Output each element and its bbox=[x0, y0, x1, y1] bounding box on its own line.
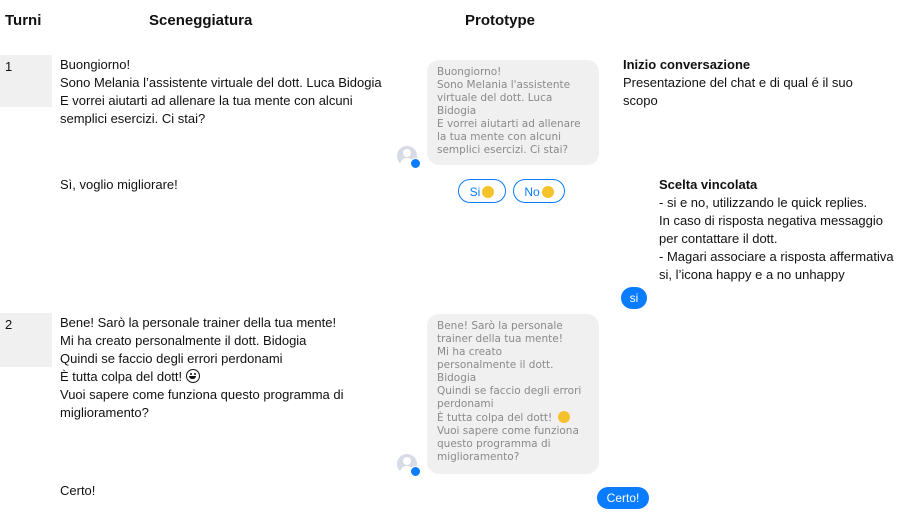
smile-emoji-icon bbox=[558, 411, 570, 423]
bubble-line: miglioramento? bbox=[437, 451, 520, 463]
user-message-bubble-certo: Certo! bbox=[597, 487, 649, 509]
note-line: per contattare il dott. bbox=[659, 231, 778, 246]
note-title: Inizio conversazione bbox=[623, 57, 751, 72]
header-sceneggiatura: Sceneggiatura bbox=[149, 12, 253, 29]
bot-message-bubble-1 bbox=[427, 60, 599, 165]
bubble-line: Bidogia bbox=[437, 105, 477, 117]
note-line: Presentazione del chat e di qual é il suo bbox=[623, 75, 853, 90]
script-turn-2 bbox=[60, 314, 344, 422]
bubble-line: perdonami bbox=[437, 398, 494, 410]
script-line: Buongiorno! bbox=[60, 57, 131, 72]
note-turn-2 bbox=[659, 176, 894, 284]
quick-reply-label: Si bbox=[469, 185, 481, 199]
bubble-line: Mi ha creato bbox=[437, 346, 503, 358]
script-line: Sono Melania l’assistente virtuale del dott. Luca Bidogia bbox=[60, 75, 382, 90]
script-line: semplici esercizi. Ci stai? bbox=[60, 111, 206, 126]
user-message-bubble-si: si bbox=[621, 287, 647, 309]
bubble-line: semplici esercizi. Ci stai? bbox=[437, 144, 569, 156]
script-line: Quindi se faccio degli errori perdonami bbox=[60, 351, 283, 366]
script-line: Vuoi sapere come funziona questo programma di bbox=[60, 387, 344, 402]
header-prototype: Prototype bbox=[465, 12, 536, 29]
bubble-line: trainer della tua mente! bbox=[437, 333, 563, 345]
messenger-badge-icon bbox=[410, 466, 421, 477]
script-turn-1 bbox=[60, 56, 382, 128]
note-line: scopo bbox=[623, 93, 658, 108]
user-script-1: Sì, voglio migliorare! bbox=[60, 177, 178, 192]
bubble-line: È tutta colpa del dott! bbox=[437, 412, 553, 424]
turn-number-2: 2 bbox=[0, 313, 52, 367]
note-line: - si e no, utilizzando le quick replies. bbox=[659, 195, 868, 210]
script-line: Bene! Sarò la personale trainer della tua mente! bbox=[60, 315, 337, 330]
bubble-line: la tua mente con alcuni bbox=[437, 131, 562, 143]
note-title: Scelta vincolata bbox=[659, 177, 758, 192]
turn-number-1: 1 bbox=[0, 55, 52, 107]
grinning-face-icon bbox=[186, 369, 200, 383]
note-turn-1 bbox=[623, 56, 853, 110]
script-line: Mi ha creato personalmente il dott. Bidogia bbox=[60, 333, 307, 348]
bubble-line: Quindi se faccio degli errori bbox=[437, 385, 582, 397]
bot-message-bubble-2 bbox=[427, 314, 599, 474]
bubble-line: Bidogia bbox=[437, 372, 477, 384]
note-line: In caso di risposta negativa messaggio bbox=[659, 213, 884, 228]
bubble-line: Sono Melania l'assistente bbox=[437, 79, 571, 91]
messenger-badge-icon bbox=[410, 158, 421, 169]
bubble-line: Bene! Sarò la personale bbox=[437, 320, 563, 332]
note-line: - Magari associare a risposta affermativa bbox=[659, 249, 894, 264]
script-line: È tutta colpa del dott! bbox=[60, 369, 183, 384]
quick-reply-si[interactable] bbox=[458, 179, 506, 203]
sad-face-icon bbox=[542, 186, 554, 198]
bubble-line: questo programma di bbox=[437, 438, 551, 450]
bubble-line: Vuoi sapere come funziona bbox=[437, 425, 579, 437]
note-line: si, l’icona happy e a no unhappy bbox=[659, 267, 845, 282]
quick-reply-no[interactable] bbox=[513, 179, 565, 203]
bubble-line: Buongiorno! bbox=[437, 66, 502, 78]
bubble-line: E vorrei aiutarti ad allenare bbox=[437, 118, 581, 130]
happy-face-icon bbox=[482, 186, 494, 198]
quick-reply-label: No bbox=[524, 185, 540, 199]
bubble-line: personalmente il dott. bbox=[437, 359, 554, 371]
user-script-2: Certo! bbox=[60, 483, 96, 498]
script-line: E vorrei aiutarti ad allenare la tua mente con alcuni bbox=[60, 93, 353, 108]
script-line: miglioramento? bbox=[60, 405, 149, 420]
bubble-line: virtuale del dott. Luca bbox=[437, 92, 553, 104]
header-turni: Turni bbox=[5, 12, 42, 29]
